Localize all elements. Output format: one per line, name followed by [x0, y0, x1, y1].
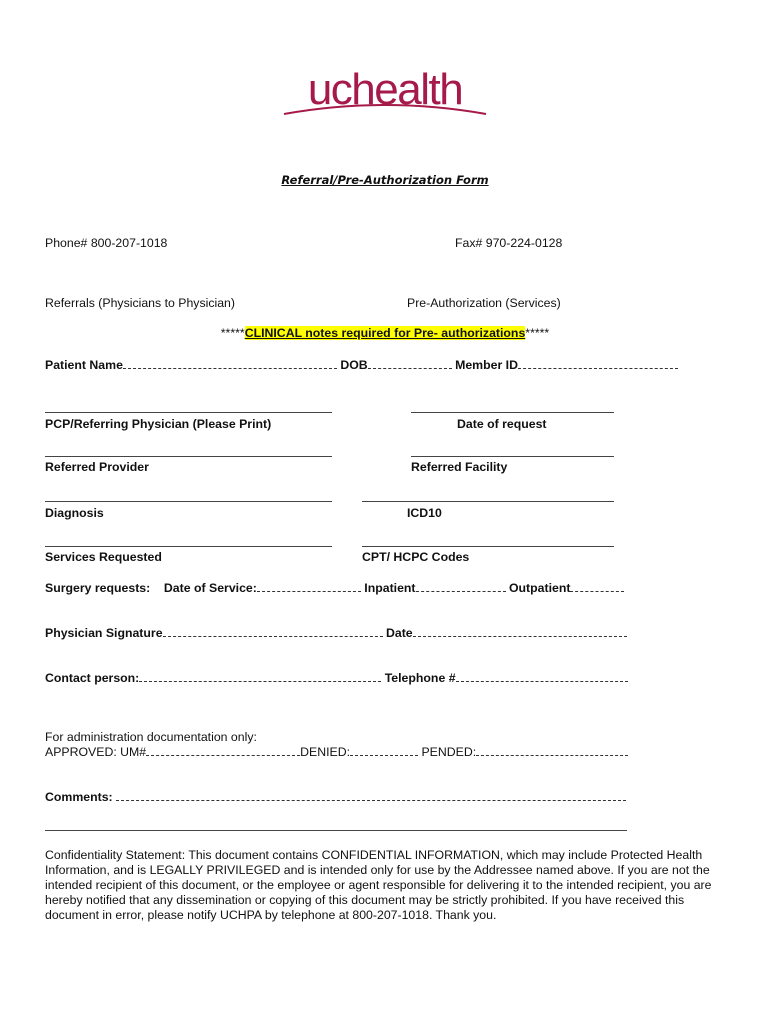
icd10-label: ICD10	[407, 506, 442, 520]
referred-facility-field[interactable]	[411, 456, 614, 457]
icd10-field[interactable]	[362, 501, 614, 502]
surgery-row	[45, 580, 624, 595]
referred-facility-label: Referred Facility	[411, 460, 508, 474]
telephone-field[interactable]	[456, 670, 628, 682]
clinical-notice	[0, 326, 770, 340]
approved-um-field[interactable]	[146, 744, 300, 756]
admin-heading: For administration documentation only:	[45, 730, 257, 744]
comments-field[interactable]	[116, 789, 626, 801]
preauth-heading: Pre-Authorization (Services)	[407, 296, 561, 310]
services-requested-label: Services Requested	[45, 550, 162, 564]
contact-person-label: Contact person:	[45, 671, 140, 685]
cpt-codes-label: CPT/ HCPC Codes	[362, 550, 470, 564]
signature-row	[45, 625, 627, 640]
date-field[interactable]	[413, 625, 627, 637]
contact-person-field[interactable]	[139, 670, 381, 682]
form-title-text: Referral/Pre-Authorization Form	[281, 173, 489, 187]
pcp-field[interactable]	[45, 412, 332, 413]
referred-provider-label: Referred Provider	[45, 460, 149, 474]
telephone-label: Telephone #	[384, 671, 456, 685]
notice-suffix: *****	[525, 326, 550, 340]
patient-row	[45, 357, 678, 372]
comments-field-line-2[interactable]	[45, 830, 627, 831]
confidentiality-statement: Confidentiality Statement: This document contains CONFIDENTIAL INFORMATION, which may include Protected Health Information, and is LEGALLY PRIVILEGED and is intended only for use by the Addressee named above. If you are not the intended recipient of this document, or the employee or agent responsible for delivering it to the intended recipient, you are hereby notified that any dissemination or copying of this document may be strictly prohibited. If you have received this document in error, please notify UCHPA by telephone at 800-207-1018. Thank you.	[45, 848, 712, 922]
comments-row	[45, 789, 626, 804]
fax-number: Fax# 970-224-0128	[455, 236, 563, 250]
diagnosis-field[interactable]	[45, 501, 332, 502]
cpt-codes-field[interactable]	[362, 546, 614, 547]
physician-signature-label: Physician Signature	[45, 626, 163, 640]
diagnosis-label: Diagnosis	[45, 506, 104, 520]
dob-label: DOB	[340, 358, 368, 372]
referred-provider-field[interactable]	[45, 456, 332, 457]
referrals-heading: Referrals (Physicians to Physician)	[45, 296, 235, 310]
admin-row	[45, 744, 628, 759]
outpatient-field[interactable]	[570, 580, 624, 592]
inpatient-label: Inpatient	[364, 581, 416, 595]
contact-row	[45, 670, 628, 685]
notice-text: CLINICAL notes required for Pre- authorizations	[244, 326, 526, 340]
svg-text:uchealth: uchealth	[307, 66, 463, 114]
date-of-service-label: Date of Service:	[163, 581, 257, 595]
denied-label: DENIED:	[300, 745, 351, 759]
pended-field[interactable]	[476, 744, 628, 756]
patient-name-label: Patient Name	[45, 358, 123, 372]
denied-field[interactable]	[350, 744, 418, 756]
comments-label: Comments:	[45, 790, 113, 804]
surgery-requests-label: Surgery requests:	[45, 581, 151, 595]
pcp-label: PCP/Referring Physician (Please Print)	[45, 417, 272, 431]
date-of-request-label: Date of request	[457, 417, 547, 431]
phone-number: Phone# 800-207-1018	[45, 236, 168, 250]
outpatient-label: Outpatient	[508, 581, 571, 595]
form-title	[0, 173, 770, 187]
member-id-label: Member ID	[455, 358, 518, 372]
services-requested-field[interactable]	[45, 546, 332, 547]
member-id-field[interactable]	[518, 357, 678, 369]
dob-field[interactable]	[368, 357, 452, 369]
inpatient-field[interactable]	[416, 580, 506, 592]
date-of-service-field[interactable]	[257, 580, 361, 592]
patient-name-field[interactable]	[123, 357, 337, 369]
physician-signature-field[interactable]	[163, 625, 383, 637]
pended-label: PENDED:	[421, 745, 477, 759]
uchealth-logo	[282, 66, 488, 120]
notice-prefix: *****	[220, 326, 245, 340]
date-of-request-field[interactable]	[411, 412, 614, 413]
approved-label: APPROVED: UM#	[45, 745, 147, 759]
date-label: Date	[385, 626, 413, 640]
